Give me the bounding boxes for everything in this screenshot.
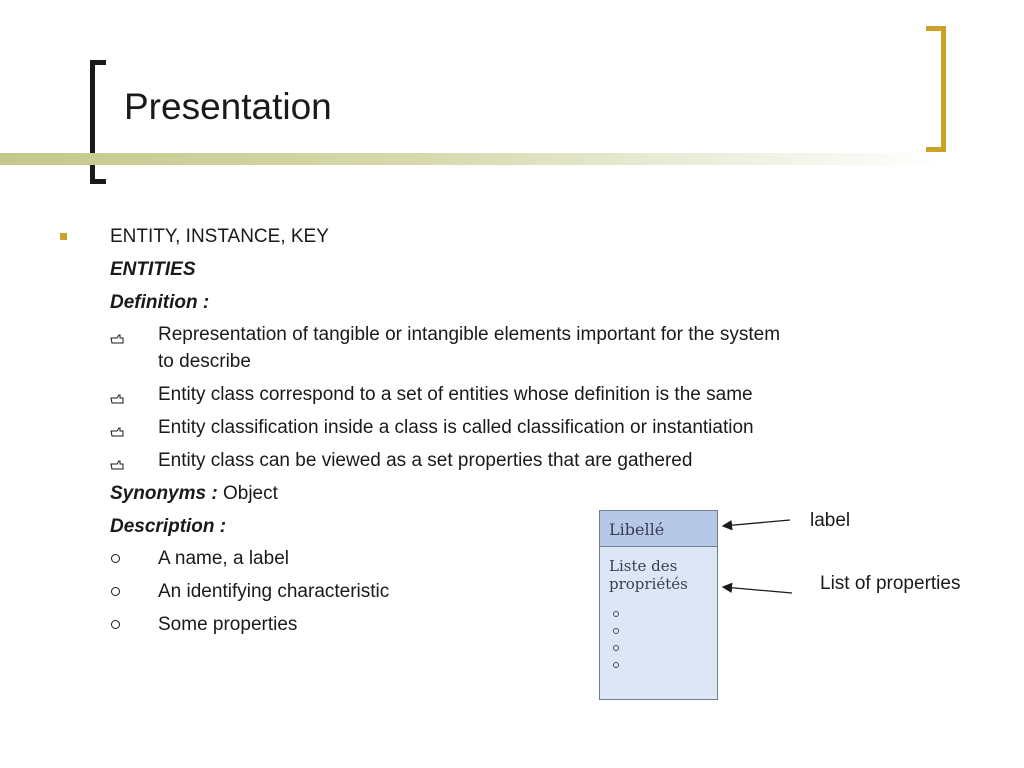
description-item-1: A name, a label (158, 548, 289, 569)
definition-item-4: Entity class can be viewed as a set properties that are gathered (158, 450, 693, 471)
entity-box-header (600, 511, 717, 547)
property-dot-icon (613, 628, 619, 634)
definition-label: Definition : (110, 292, 210, 313)
pointing-hand-icon (110, 425, 124, 437)
label-annotation: label (810, 510, 851, 531)
definition-item-1-continued: to describe (158, 351, 251, 372)
entity-box-title: Libellé (609, 520, 665, 539)
properties-annotation: List of properties (820, 573, 961, 594)
definition-item-1: Representation of tangible or intangible elements important for the system (158, 324, 781, 345)
synonyms-line (110, 482, 278, 505)
pointing-hand-icon (110, 332, 124, 344)
heading-line: ENTITY, INSTANCE, KEY (110, 226, 329, 247)
entity-box-properties (609, 557, 715, 593)
synonyms-value: Object (217, 483, 278, 504)
square-bullet-icon (60, 233, 67, 240)
pointing-hand-icon (110, 458, 124, 470)
circle-bullet-icon (111, 587, 120, 596)
property-dot-icon (613, 611, 619, 617)
description-item-2: An identifying characteristic (158, 581, 390, 602)
properties-arrow (723, 587, 792, 593)
annotation-arrows (715, 510, 800, 600)
pointing-hand-icon (110, 392, 124, 404)
left-bracket-decoration (90, 60, 106, 184)
description-item-3: Some properties (158, 614, 298, 635)
entity-box-props-line2: propriétés (609, 575, 688, 593)
synonyms-label: Synonyms : (110, 483, 218, 504)
definition-item-3: Entity classification inside a class is called classification or instantiation (158, 417, 754, 438)
label-arrow (723, 520, 790, 526)
entity-box-props-line1: Liste des (609, 557, 678, 575)
description-label: Description : (110, 516, 227, 537)
circle-bullet-icon (111, 554, 120, 563)
entities-subheading: ENTITIES (110, 259, 196, 280)
title-gradient-band (0, 153, 946, 165)
circle-bullet-icon (111, 620, 120, 629)
definition-item-2: Entity class correspond to a set of entities whose definition is the same (158, 384, 753, 405)
right-bracket-decoration (926, 26, 946, 152)
property-dot-icon (613, 645, 619, 651)
slide-title: Presentation (124, 86, 332, 127)
property-dot-icon (613, 662, 619, 668)
entity-diagram-box (599, 510, 718, 700)
